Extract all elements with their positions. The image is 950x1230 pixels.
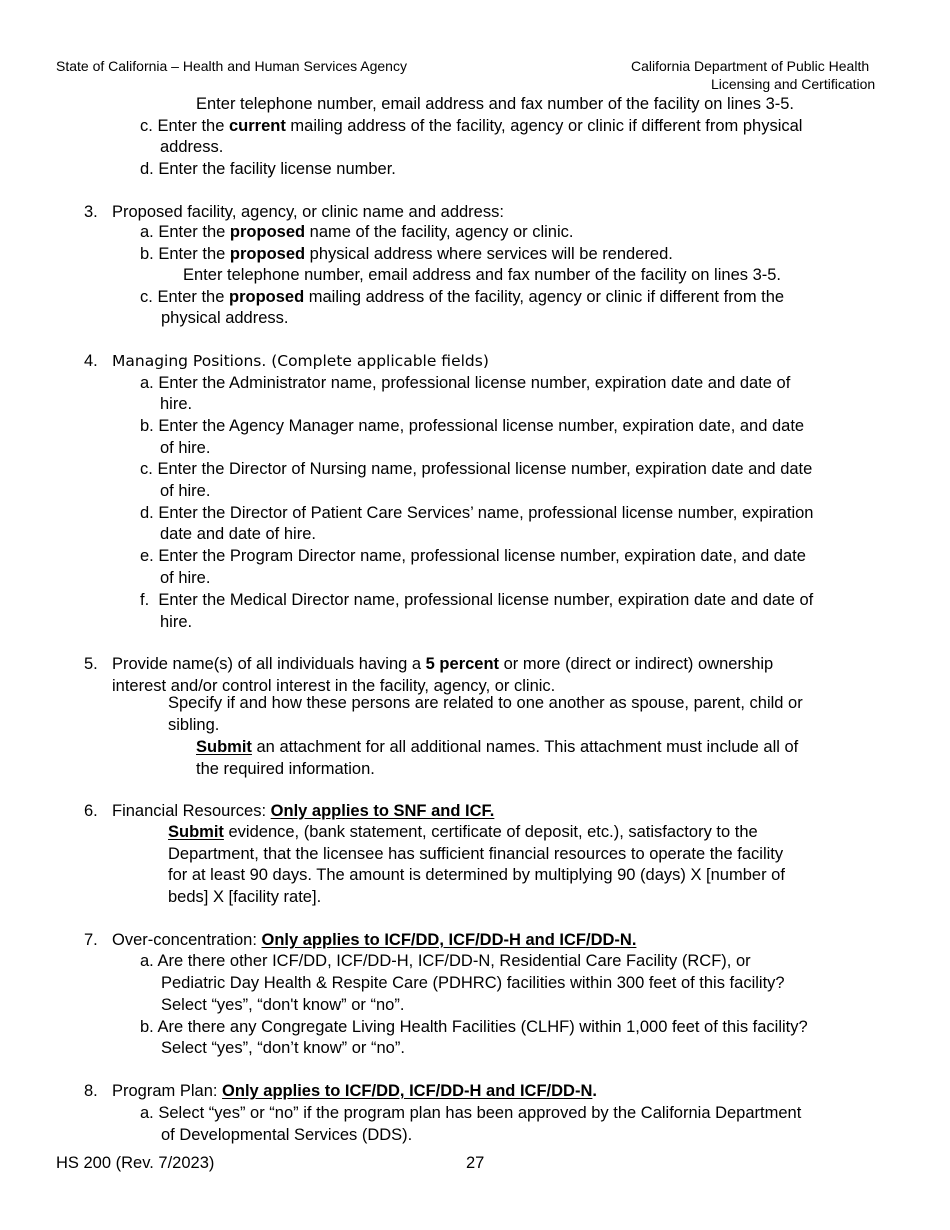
s5-submit-line2: the required information. xyxy=(196,760,375,778)
s2-item-c-text: Enter the current mailing address of the facility, agency or clinic if different from physical xyxy=(157,117,803,135)
header-agency: State of California – Health and Human Services Agency xyxy=(56,58,407,74)
s6-number: 6. xyxy=(84,802,98,820)
s5-line1: Provide name(s) of all individuals having a 5 percent or more (direct or indirect) ownership xyxy=(112,655,774,673)
s4-item-d: d. Enter the Director of Patient Care Services’ name, professional license number, expiration xyxy=(140,504,814,522)
s8-item-a-cont: of Developmental Services (DDS). xyxy=(161,1126,413,1144)
s2-item-d-text: Enter the facility license number. xyxy=(158,160,396,178)
s3-telephone-note: Enter telephone number, email address and fax number of the facility on lines 3-5. xyxy=(183,266,782,284)
s3-item-a: a. Enter the proposed name of the facility, agency or clinic. xyxy=(140,223,574,241)
header-division: Licensing and Certification xyxy=(711,76,876,92)
s4-title: Managing Positions. (Complete applicable fields) xyxy=(112,352,489,370)
s4-item-a: a. Enter the Administrator name, professional license number, expiration date and date of xyxy=(140,374,791,392)
s4-item-b-cont: of hire. xyxy=(160,439,211,457)
s5-number: 5. xyxy=(84,655,98,673)
s3-number: 3. xyxy=(84,203,98,221)
s4-item-e-cont: of hire. xyxy=(160,569,211,587)
s2-item-c xyxy=(140,116,802,136)
s4-number: 4. xyxy=(84,352,98,370)
s4-item-c: c. Enter the Director of Nursing name, professional license number, expiration date and date xyxy=(140,460,813,478)
s7-item-a: a. Are there other ICF/DD, ICF/DD-H, ICF/DD-N, Residential Care Facility (RCF), or xyxy=(140,952,751,970)
s8-item-a: a. Select “yes” or “no” if the program plan has been approved by the California Department xyxy=(140,1104,802,1122)
s5-line2: interest and/or control interest in the facility, agency, or clinic. xyxy=(112,677,556,695)
s2-telephone-note: Enter telephone number, email address and fax number of the facility on lines 3-5. xyxy=(196,95,795,113)
s6-title: Financial Resources: Only applies to SNF and ICF. xyxy=(112,802,495,820)
header-department: California Department of Public Health xyxy=(631,58,870,74)
s4-item-d-cont: date and date of hire. xyxy=(160,525,316,543)
s5-specify-line1: Specify if and how these persons are related to one another as spouse, parent, child or xyxy=(168,694,803,712)
s7-item-b: b. Are there any Congregate Living Health Facilities (CLHF) within 1,000 feet of this facility? xyxy=(140,1018,808,1036)
s6-line1: Submit evidence, (bank statement, certificate of deposit, etc.), satisfactory to the xyxy=(168,823,758,841)
s4-item-c-cont: of hire. xyxy=(160,482,211,500)
s4-item-b: b. Enter the Agency Manager name, professional license number, expiration date, and date xyxy=(140,417,805,435)
s6-line2: Department, that the licensee has sufficient financial resources to operate the facility xyxy=(168,845,784,863)
footer-form-id: HS 200 (Rev. 7/2023) xyxy=(56,1154,215,1172)
s8-number: 8. xyxy=(84,1082,98,1100)
s3-item-c: c. Enter the proposed mailing address of the facility, agency or clinic if different from the xyxy=(140,288,785,306)
s2-item-c-letter: c. xyxy=(140,117,153,135)
s4-item-e: e. Enter the Program Director name, professional license number, expiration date, and date xyxy=(140,547,806,565)
footer-page-number: 27 xyxy=(466,1154,485,1172)
s5-specify-line2: sibling. xyxy=(168,716,220,734)
s4-item-a-cont: hire. xyxy=(160,395,193,413)
s7-number: 7. xyxy=(84,931,98,949)
s2-item-c-cont: address. xyxy=(160,138,224,156)
s2-item-d-letter: d. xyxy=(140,160,154,178)
s7-item-a-cont2: Select “yes”, “don't know” or “no”. xyxy=(161,996,405,1014)
s7-item-b-cont: Select “yes”, “don’t know” or “no”. xyxy=(161,1039,405,1057)
s2-item-d xyxy=(140,159,396,179)
s3-item-c-cont: physical address. xyxy=(161,309,289,327)
s6-line4: beds] X [facility rate]. xyxy=(168,888,322,906)
s3-title: Proposed facility, agency, or clinic name and address: xyxy=(112,203,504,221)
s7-title: Over-concentration: Only applies to ICF/DD, ICF/DD-H and ICF/DD-N. xyxy=(112,931,637,949)
s3-item-b: b. Enter the proposed physical address where services will be rendered. xyxy=(140,245,673,263)
s8-title: Program Plan: Only applies to ICF/DD, ICF/DD-H and ICF/DD-N. xyxy=(112,1082,597,1100)
s5-submit-line1: Submit an attachment for all additional names. This attachment must include all of xyxy=(196,738,799,756)
s7-item-a-cont1: Pediatric Day Health & Respite Care (PDHRC) facilities within 300 feet of this facility? xyxy=(161,974,785,992)
s4-item-f: f. Enter the Medical Director name, professional license number, expiration date and date of xyxy=(140,591,814,609)
s6-line3: for at least 90 days. The amount is determined by multiplying 90 (days) X [number of xyxy=(168,866,785,884)
s4-item-f-cont: hire. xyxy=(160,613,193,631)
